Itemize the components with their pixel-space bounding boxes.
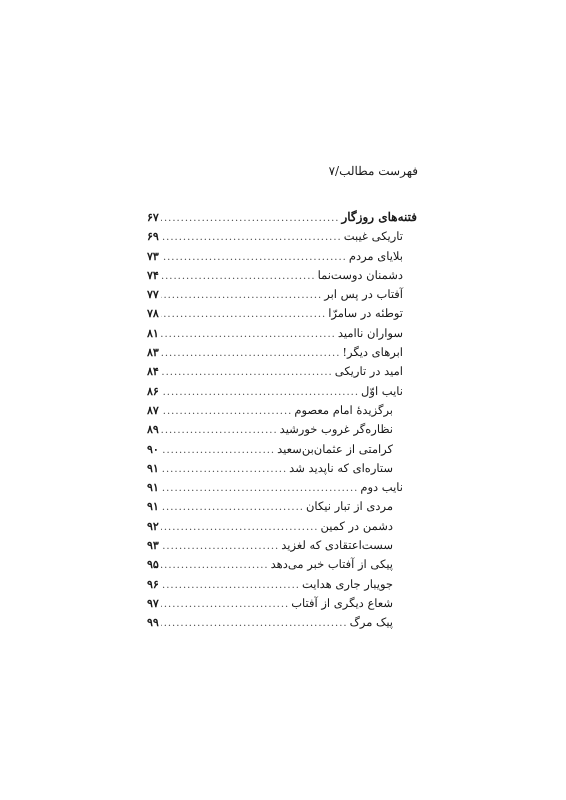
toc-entry-title: تاریکی غیبت xyxy=(343,229,403,244)
toc-page-number: ۸۱ xyxy=(147,326,159,340)
toc-page-number: ۹۵ xyxy=(147,558,159,572)
toc-entry xyxy=(147,555,417,574)
toc-page-number: ۹۱ xyxy=(147,500,159,514)
toc-entry-title: سست‌اعتقادی که لغزید xyxy=(281,538,393,553)
toc-entry xyxy=(147,517,417,536)
toc-page-number: ۷۸ xyxy=(147,307,159,321)
toc-page-number: ۶۹ xyxy=(147,230,159,244)
toc-entry-title: دشمنان دوست‌نما xyxy=(317,267,403,282)
toc-dot-leader xyxy=(161,363,333,382)
toc-entry-title: آفتاب در پس ابر xyxy=(324,287,403,302)
toc-entry xyxy=(147,478,417,497)
toc-page-number: ۹۱ xyxy=(147,481,159,495)
toc-page-number: ۸۷ xyxy=(147,403,159,417)
toc-entry xyxy=(147,575,417,594)
toc-page-number: ۹۹ xyxy=(147,616,159,630)
toc-dot-leader xyxy=(161,518,319,537)
toc-entry xyxy=(147,536,417,555)
toc-entry-title: جویبار جاری هدایت xyxy=(301,576,393,591)
toc-page-number: ۷۳ xyxy=(147,249,159,263)
toc-page-number: ۹۳ xyxy=(147,539,159,553)
toc-dot-leader xyxy=(161,248,347,267)
toc-entry xyxy=(147,362,417,381)
toc-page-number: ۸۳ xyxy=(147,346,159,360)
toc-page-number: ۹۱ xyxy=(147,461,159,475)
toc-entry-title: نایب دوم xyxy=(360,480,403,495)
toc-dot-leader xyxy=(161,267,316,286)
toc-entry xyxy=(147,324,417,343)
toc-entry-title: امید در تاریکی xyxy=(334,364,403,379)
toc-entry-title: برگزیدهٔ امام معصوم xyxy=(294,402,393,417)
toc-entry-title: دشمن در کمین xyxy=(320,518,393,533)
toc-dot-leader xyxy=(161,421,278,440)
toc-dot-leader xyxy=(161,556,269,575)
toc-entry-title: ستاره‌ای که ناپدید شد xyxy=(289,460,393,475)
toc-dot-leader xyxy=(161,460,287,479)
toc-dot-leader xyxy=(161,576,300,595)
toc-dot-leader xyxy=(161,305,326,324)
toc-page-number: ۸۴ xyxy=(147,365,159,379)
toc-page-number: ۸۹ xyxy=(147,423,159,437)
toc-page-number: ۹۶ xyxy=(147,577,159,591)
toc-entry xyxy=(147,304,417,323)
toc-dot-leader xyxy=(161,383,359,402)
toc-entry xyxy=(147,401,417,420)
toc-dot-leader xyxy=(161,209,340,228)
table-of-contents xyxy=(147,208,417,633)
toc-entry xyxy=(147,497,417,516)
toc-entry xyxy=(147,420,417,439)
toc-entry xyxy=(147,459,417,478)
toc-entry xyxy=(147,594,417,613)
toc-dot-leader xyxy=(161,402,293,421)
toc-entry xyxy=(147,343,417,362)
toc-dot-leader xyxy=(161,344,341,363)
toc-section-entry xyxy=(147,208,417,227)
toc-page-number: ۹۲ xyxy=(147,519,159,533)
toc-entry-title: نظاره‌گر غروب خورشید xyxy=(279,422,393,437)
toc-dot-leader xyxy=(161,595,289,614)
toc-dot-leader xyxy=(161,498,304,517)
toc-dot-leader xyxy=(161,286,322,305)
toc-entry xyxy=(147,247,417,266)
toc-page-number: ۶۷ xyxy=(147,211,159,224)
toc-entry-title: ابرهای دیگر! xyxy=(342,345,403,360)
toc-entry xyxy=(147,227,417,246)
toc-entry-title: پیک مرگ xyxy=(349,615,393,630)
toc-entry xyxy=(147,266,417,285)
toc-page-number: ۷۷ xyxy=(147,288,159,302)
toc-entry-title: بلایای مردم xyxy=(348,248,403,263)
toc-entry-title: کرامتی از عثمان‌بن‌سعید xyxy=(277,441,393,456)
toc-page-number: ۹۷ xyxy=(147,596,159,610)
toc-dot-leader xyxy=(161,479,359,498)
toc-page-number: ۸۶ xyxy=(147,384,159,398)
toc-entry-title: شعاع دیگری از آفتاب xyxy=(291,595,393,610)
toc-dot-leader xyxy=(161,441,275,460)
toc-dot-leader xyxy=(161,228,342,247)
toc-entry-title: سواران ناامید xyxy=(337,325,403,340)
toc-dot-leader xyxy=(161,537,279,556)
toc-dot-leader xyxy=(161,614,348,633)
toc-entry xyxy=(147,613,417,632)
running-header: فهرست مطالب/۷ xyxy=(328,164,418,178)
toc-entry-title: پیکی از آفتاب خبر می‌دهد xyxy=(270,557,393,572)
toc-dot-leader xyxy=(161,325,336,344)
toc-page-number: ۷۴ xyxy=(147,268,159,282)
toc-entry-title: مردی از تبار نیکان xyxy=(305,499,393,514)
toc-entry xyxy=(147,440,417,459)
toc-page-number: ۹۰ xyxy=(147,442,159,456)
toc-entry-title: توطئه در سامرّا xyxy=(328,306,403,321)
toc-entry-title: فتنه‌های روزگار xyxy=(341,210,417,224)
toc-entry xyxy=(147,285,417,304)
toc-entry xyxy=(147,382,417,401)
toc-entry-title: نایب اوّل xyxy=(361,383,403,398)
